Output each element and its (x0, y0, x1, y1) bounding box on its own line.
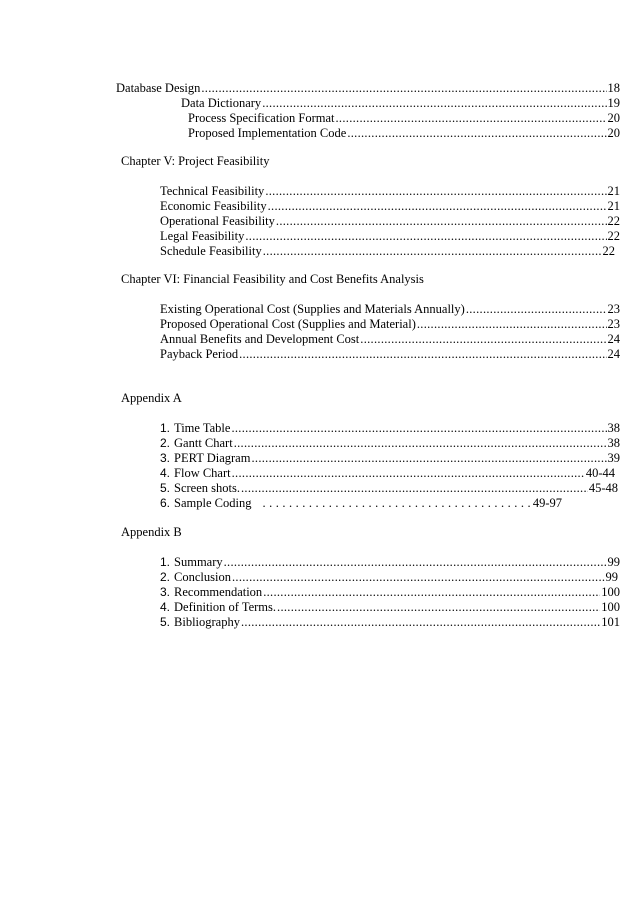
toc-entry (160, 302, 620, 317)
toc-entry-label: Bibliography (174, 615, 240, 629)
toc-entry-label: Time Table (174, 421, 231, 435)
toc-entry (160, 585, 620, 600)
toc-leader-dots (336, 111, 607, 126)
toc-entry-label: Sample Coding (174, 496, 252, 510)
toc-leader-dots (360, 332, 606, 347)
toc-entry-page: 38 (607, 436, 620, 450)
toc-entry-label: Database Design (116, 81, 201, 95)
toc-entry-data-dictionary (181, 96, 620, 111)
toc-entry (160, 229, 620, 244)
toc-leader-dots (268, 199, 607, 214)
toc-leader-dots (224, 555, 607, 570)
toc-leader-dots (201, 81, 606, 96)
toc-entry-page: 100 (601, 585, 620, 599)
toc-leader-dots (241, 615, 600, 630)
appendix-a-heading: Appendix A (121, 391, 182, 405)
toc-leader-dots (234, 436, 607, 451)
toc-entry (160, 600, 620, 615)
toc-entry (160, 317, 620, 332)
toc-entry-label: Proposed Implementation Code (188, 126, 347, 140)
toc-entry-page: 38 (607, 421, 620, 435)
toc-entry-label: Recommendation (174, 585, 263, 599)
toc-leader-dots (347, 126, 606, 141)
toc-entry-label: PERT Diagram (174, 451, 251, 465)
toc-entry-page: 39 (607, 451, 620, 465)
chapter6-heading: Chapter VI: Financial Feasibility and Cost Benefits Analysis (121, 272, 424, 286)
toc-entry (160, 570, 618, 585)
toc-entry (160, 347, 620, 362)
toc-entry-number: 1. (160, 555, 171, 569)
toc-entry-page: 45-48 (588, 481, 618, 495)
toc-entry-page: 20 (607, 126, 620, 140)
toc-entry-label: Annual Benefits and Development Cost (160, 332, 360, 346)
toc-entry-page: 21 (607, 199, 620, 213)
toc-entry-label: Proposed Operational Cost (Supplies and Material) (160, 317, 416, 331)
toc-entry-proposed-impl (188, 126, 620, 141)
toc-leader-dots (263, 244, 602, 259)
toc-entry-label: Legal Feasibility (160, 229, 245, 243)
toc-entry-page: 19 (607, 96, 620, 110)
toc-leader-dots (232, 570, 605, 585)
toc-entry-page: 101 (601, 615, 620, 629)
toc-entry-process-spec (188, 111, 620, 126)
appendix-b-heading: Appendix B (121, 525, 182, 539)
toc-entry-page: 100 (601, 600, 620, 614)
toc-leader-dots (241, 481, 588, 496)
toc-leader-dots (263, 585, 600, 600)
toc-leader-dots (231, 421, 606, 436)
toc-entry (160, 214, 620, 229)
toc-entry-number: 3. (160, 585, 171, 599)
toc-leader-dots (276, 214, 607, 229)
toc-leader-dots (245, 229, 606, 244)
toc-entry (160, 436, 620, 451)
toc-entry-number: 4. (160, 600, 171, 614)
toc-entry (160, 199, 620, 214)
toc-entry (160, 555, 620, 570)
toc-entry-label: Process Specification Format (188, 111, 335, 125)
toc-leader-dots (265, 184, 606, 199)
toc-entry-page: 22 (602, 244, 615, 258)
chapter5-heading: Chapter V: Project Feasibility (121, 154, 270, 168)
toc-entry-label: Data Dictionary (181, 96, 262, 110)
toc-entry-number: 5. (160, 481, 171, 495)
toc-leader-dots (262, 96, 606, 111)
toc-entry-page: 18 (607, 81, 620, 95)
toc-entry-label: Technical Feasibility (160, 184, 265, 198)
toc-entry-number: 2. (160, 570, 171, 584)
toc-leader-dots (251, 451, 606, 466)
toc-entry-label: Existing Operational Cost (Supplies and Materials Annually) (160, 302, 465, 316)
toc-entry-label: Definition of Terms. (174, 600, 277, 614)
toc-entry (160, 496, 562, 511)
toc-entry-page: 22 (607, 229, 620, 243)
toc-entry-page: 23 (607, 302, 620, 316)
toc-leader-dots (239, 347, 606, 362)
toc-entry-page: 40-44 (585, 466, 615, 480)
toc-entry-number: 6. (160, 496, 171, 510)
toc-entry-label: Flow Chart (174, 466, 231, 480)
toc-entry-database-design (116, 81, 620, 96)
toc-entry (160, 421, 620, 436)
toc-entry-page: 49-97 (532, 496, 562, 510)
toc-entry (160, 244, 615, 259)
toc-entry-label: Conclusion (174, 570, 231, 584)
toc-leader-dots (232, 466, 585, 481)
toc-leader-dots (277, 600, 600, 615)
toc-entry-number: 2. (160, 436, 171, 450)
toc-entry-number: 1. (160, 421, 171, 435)
toc-entry-number: 4. (160, 466, 171, 480)
toc-entry-label: Screen shots. (174, 481, 240, 495)
toc-entry (160, 332, 620, 347)
toc-entry (160, 184, 620, 199)
toc-entry-label: Operational Feasibility (160, 214, 275, 228)
toc-entry (160, 615, 620, 630)
toc-entry-page: 24 (607, 332, 620, 346)
toc-entry-page: 24 (607, 347, 620, 361)
toc-entry-label: Payback Period (160, 347, 239, 361)
toc-entry-page: 20 (607, 111, 620, 125)
toc-entry-label: Gantt Chart (174, 436, 233, 450)
toc-entry-number: 5. (160, 615, 171, 629)
toc-entry (160, 466, 615, 481)
toc-leader-dots (466, 302, 607, 317)
toc-leader-dots (262, 496, 531, 511)
toc-entry (160, 451, 620, 466)
toc-entry-page: 99 (605, 570, 618, 584)
toc-entry-page: 23 (607, 317, 620, 331)
toc-leader-dots (417, 317, 607, 332)
toc-entry-page: 21 (607, 184, 620, 198)
toc-entry-label: Summary (174, 555, 223, 569)
toc-entry (160, 481, 618, 496)
toc-entry-label: Schedule Feasibility (160, 244, 262, 258)
toc-entry-page: 99 (607, 555, 620, 569)
toc-entry-number: 3. (160, 451, 171, 465)
toc-entry-label: Economic Feasibility (160, 199, 267, 213)
toc-entry-page: 22 (607, 214, 620, 228)
